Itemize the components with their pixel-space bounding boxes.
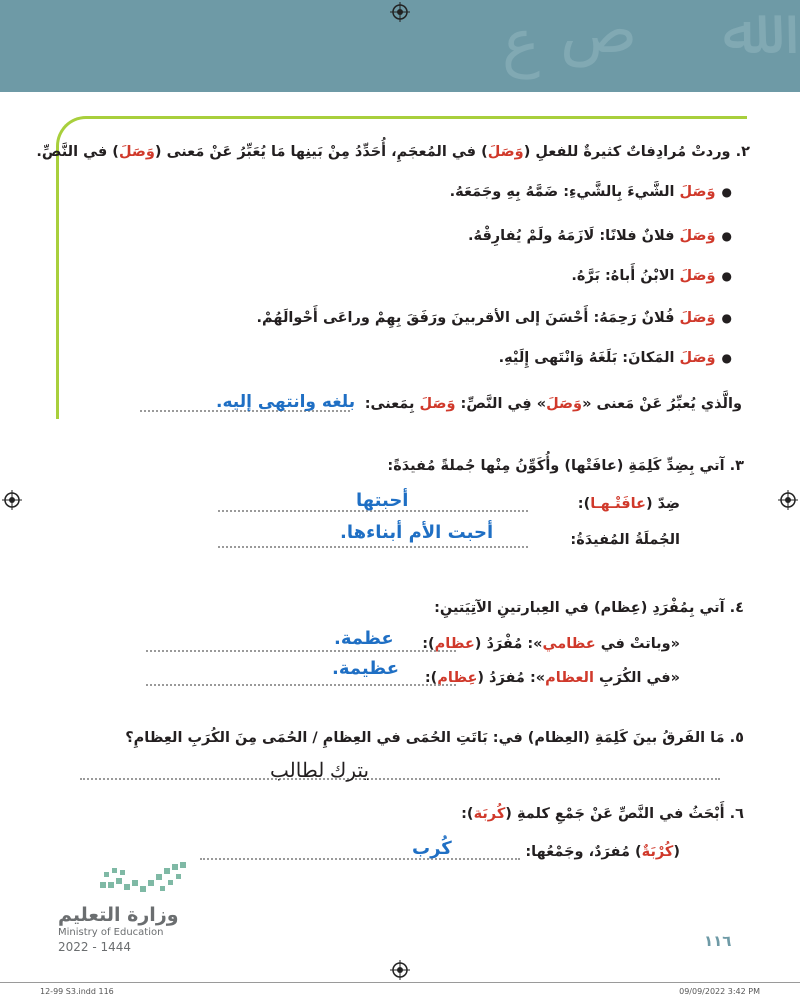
- q4-prompt: ٤. آتي بِمُفْرَدِ (عِظام) في العِبارتينِ الآتِيَتينِ:: [434, 600, 744, 616]
- q6-row: (كُرْبَةٌ) مُفرَدٌ، وجَمْعُها:: [525, 844, 680, 860]
- q5-prompt: ٥. مَا الفَرقُ بينَ كَلِمَةِ (العِظام) في: بَاتَتِ الحُمَى في العِظامِ / الحُمَى مِنَ الكُرَبِ العِظامِ؟: [125, 730, 744, 746]
- q3-sentence-answer[interactable]: أحبت الأم أبناءها.: [340, 522, 494, 543]
- answer-line: [146, 650, 456, 652]
- q2-bullet-3: ●وَصَلَ الابْنُ أَباهُ: بَرَّهُ.: [571, 268, 732, 284]
- ministry-name-ar: وزارة التعليم: [58, 904, 179, 926]
- decorative-calligraphy: ﻉ: [501, 6, 540, 80]
- q2-bullet-2: ●وَصَلَ فلانٌ فلانًا: لَازَمَهُ ولَمْ يُفارِقْهُ.: [468, 228, 732, 244]
- answer-line: [146, 684, 456, 686]
- bullet-icon: ●: [721, 311, 732, 325]
- ministry-name-en: Ministry of Education: [58, 927, 164, 938]
- q4-row-1-answer[interactable]: عظمة.: [334, 628, 394, 649]
- print-slug: [0, 982, 800, 1001]
- q2-prompt: ٢. وردتْ مُرادِفاتٌ كثيرةٌ للفعلِ (وَصَلَ) في المُعجَمِ، أُحَدِّدُ مِنْ بَينِها مَا يُعَبِّرُ عَنْ مَعنى (وَصَلَ) في النَّصِّ.: [36, 144, 750, 160]
- q3-prompt: ٣. آتي بِضِدِّ كَلِمَةِ (عافَتْها) وأُكَوِّنُ مِنْها جُملةً مُفيدَةً:: [387, 458, 744, 474]
- q3-sentence-label: الجُملَةُ المُفيدَةُ:: [570, 532, 680, 548]
- ministry-year: 2022 - 1444: [58, 940, 132, 954]
- q2-bullet-5: ●وَصَلَ المَكانَ: بَلَغَهُ وَانْتَهى إِلَيْهِ.: [498, 350, 732, 366]
- answer-line: [200, 858, 520, 860]
- q4-row-2: «في الكُرَبِ العظام»: مُفرَدُ (عِظام):: [424, 670, 680, 686]
- answer-line: [218, 546, 528, 548]
- registration-mark-icon: [390, 2, 410, 22]
- q3-opposite-label: ضِدّ (عافَتْـهـا):: [577, 496, 680, 512]
- q2-answer[interactable]: بلغه وانتهى إليه.: [216, 392, 356, 412]
- q5-answer[interactable]: يترك لطالب: [270, 760, 370, 782]
- bullet-icon: ●: [721, 269, 732, 283]
- q2-bullet-4: ●وَصَلَ فُلانٌ رَحِمَهُ: أَحْسَنَ إلى الأقربينَ ورَفَقَ بِهِمْ وراعَى أَحْوالَهُمْ.: [256, 310, 732, 326]
- q3-opposite-answer[interactable]: أحبتها: [356, 490, 409, 511]
- decorative-calligraphy: ﷲ: [722, 0, 760, 69]
- bullet-icon: ●: [721, 351, 732, 365]
- bullet-icon: ●: [721, 185, 732, 199]
- slug-date: 09/09/2022 3:42 PM: [679, 987, 760, 996]
- q4-row-1: «وباتتْ في عظامي»: مُفْرَدُ (عظام):: [422, 636, 680, 652]
- registration-mark-icon: [390, 960, 410, 980]
- bullet-icon: ●: [721, 229, 732, 243]
- q2-bullet-1: ●وَصَلَ الشَّيءَ بِالشَّيءِ: ضَمَّهُ بِهِ وجَمَعَهُ.: [449, 184, 732, 200]
- decorative-calligraphy: ﺹ: [560, 0, 638, 68]
- q6-answer[interactable]: كُرب: [412, 838, 452, 859]
- ministry-logo-icon: [98, 860, 188, 896]
- registration-mark-icon: [2, 490, 22, 510]
- answer-line: [80, 778, 720, 780]
- q2-answer-line: والَّذي يُعبِّرُ عَنْ مَعنى «وَصَلَ» فِي النَّصِّ: وَصَلَ بِمَعنى:: [364, 396, 742, 412]
- q4-row-2-answer[interactable]: عظيمة.: [332, 658, 399, 679]
- page-number: ١١٦: [704, 932, 732, 950]
- registration-mark-icon: [778, 490, 798, 510]
- q6-prompt: ٦. أَبْحَثُ في النَّصِّ عَنْ جَمْعِ كلمةِ (كُربَة):: [461, 806, 744, 822]
- slug-file: 12-99 S3.indd 116: [40, 987, 114, 996]
